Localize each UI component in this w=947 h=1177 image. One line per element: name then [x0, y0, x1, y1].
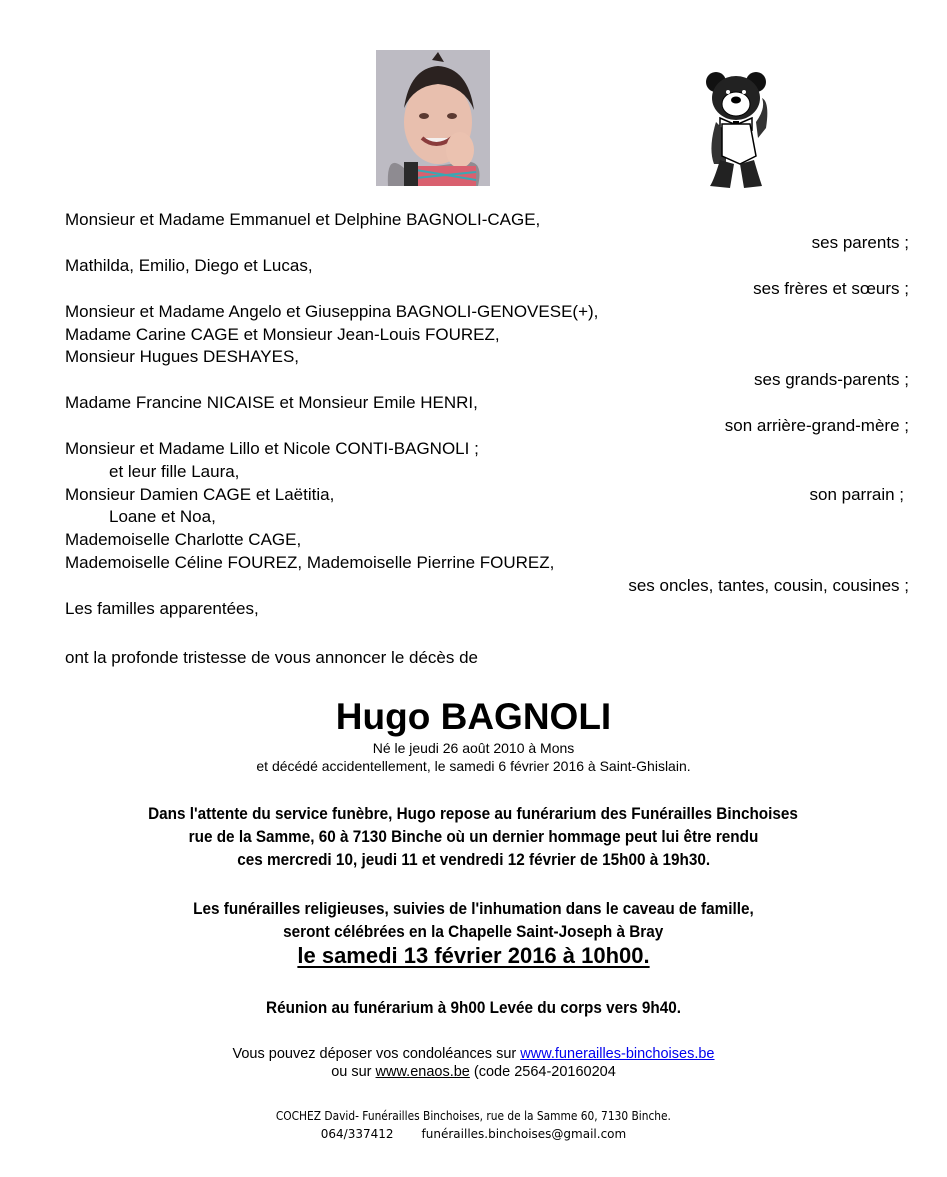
child-portrait-photo: [376, 50, 490, 186]
relation-label: ses frères et sœurs ;: [753, 279, 909, 298]
relation-label: son parrain ;: [809, 485, 904, 504]
visitation-line: Dans l'attente du service funèbre, Hugo repose au funérarium des Funérailles Binchoises: [148, 804, 799, 823]
teddy-bear-drawing: [700, 68, 772, 192]
birth-info: Né le jeudi 26 août 2010 à Mons: [372, 740, 575, 756]
family-line: Monsieur Hugues DESHAYES,: [65, 347, 300, 366]
meeting-info: Réunion au funérarium à 9h00 Levée du corps vers 9h40.: [266, 998, 681, 1017]
condolences-text: Vous pouvez déposer vos condoléances sur: [232, 1046, 521, 1062]
footer-address: COCHEZ David- Funérailles Binchoises, rue de la Samme 60, 7130 Binche.: [275, 1108, 672, 1123]
family-line: Madame Carine CAGE et Monsieur Jean-Louis FOUREZ,: [65, 325, 500, 344]
visitation-line: rue de la Samme, 60 à 7130 Binche où un dernier hommage peut lui être rendu: [188, 827, 759, 846]
condolence-code: (code 2564-20160204: [469, 1064, 616, 1080]
family-line: Mathilda, Emilio, Diego et Lucas,: [65, 256, 313, 275]
family-line: Madame Francine NICAISE et Monsieur Emile HENRI,: [65, 393, 478, 412]
visitation-line: ces mercredi 10, jeudi 11 et vendredi 12 février de 15h00 à 19h30.: [237, 850, 710, 869]
deceased-name: Hugo BAGNOLI: [335, 696, 612, 737]
family-line: Mademoiselle Céline FOUREZ, Mademoiselle Pierrine FOUREZ,: [65, 553, 555, 572]
condolences-line-1: [0, 1045, 947, 1063]
family-line: Monsieur et Madame Emmanuel et Delphine BAGNOLI-CAGE,: [65, 210, 541, 229]
relation-label: ses grands-parents ;: [754, 370, 909, 389]
announcement-line: ont la profonde tristesse de vous annoncer le décès de: [65, 648, 478, 667]
family-line: Mademoiselle Charlotte CAGE,: [65, 530, 302, 549]
footer-email: funérailles.binchoises@gmail.com: [421, 1127, 627, 1141]
family-line: Monsieur Damien CAGE et Laëtitia,: [65, 485, 335, 504]
funerailles-binchoises-link[interactable]: www.funerailles-binchoises.be: [520, 1046, 715, 1062]
or-text: ou sur: [331, 1064, 376, 1080]
family-line: Monsieur et Madame Angelo et Giuseppina BAGNOLI-GENOVESE(+),: [65, 302, 599, 321]
family-line: et leur fille Laura,: [109, 462, 240, 481]
death-info: et décédé accidentellement, le samedi 6 février 2016 à Saint-Ghislain.: [256, 758, 691, 774]
relation-label: son arrière-grand-mère ;: [724, 416, 909, 435]
footer-contact: [0, 1125, 947, 1143]
footer-phone: 064/337412: [320, 1127, 394, 1141]
enaos-link[interactable]: www.enaos.be: [375, 1064, 470, 1080]
funeral-date: le samedi 13 février 2016 à 10h00.: [297, 943, 650, 968]
relation-label: ses oncles, tantes, cousin, cousines ;: [628, 576, 909, 595]
condolences-line-2: [0, 1063, 947, 1081]
funeral-line: seront célébrées en la Chapelle Saint-Joseph à Bray: [283, 922, 664, 941]
funeral-line: Les funérailles religieuses, suivies de l'inhumation dans le caveau de famille,: [193, 899, 754, 918]
family-line: Les familles apparentées,: [65, 599, 259, 618]
family-line: Loane et Noa,: [109, 507, 216, 526]
family-line: Monsieur et Madame Lillo et Nicole CONTI-BAGNOLI ;: [65, 439, 479, 458]
teddy-bear-icon: [700, 68, 772, 192]
relation-label: ses parents ;: [811, 233, 909, 252]
portrait-icon: [376, 50, 490, 186]
